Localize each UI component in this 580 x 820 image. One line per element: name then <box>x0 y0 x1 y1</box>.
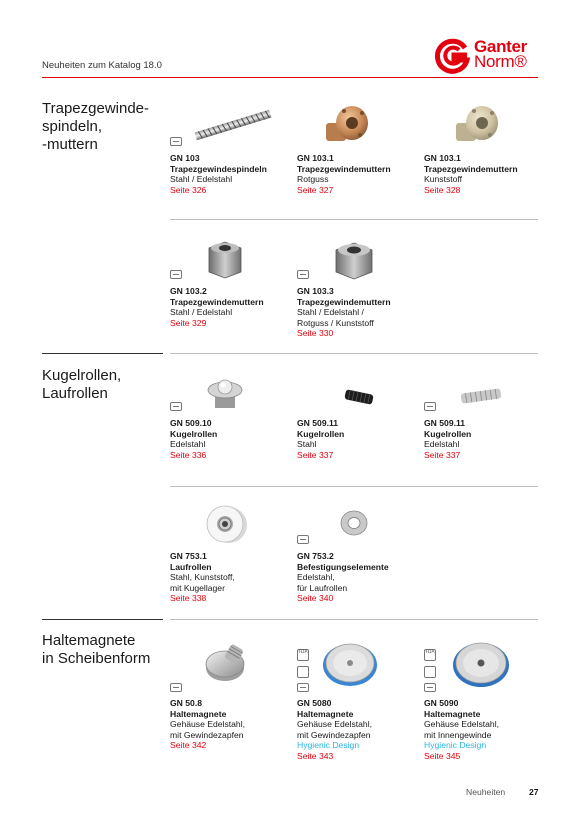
material-badge-icon <box>424 402 436 411</box>
section-divider <box>42 619 163 620</box>
plastic-flange-nut-image <box>452 103 500 147</box>
product-material: Stahl <box>297 439 317 449</box>
product-name: Trapezgewindemuttern <box>170 296 264 307</box>
product-material: Stahl, Kunststoff, mit Kugellager <box>170 572 235 593</box>
product-code: GN 103.3 <box>297 286 334 296</box>
product-material: Gehäuse Edelstahl, mit Gewindezapfen <box>297 719 373 740</box>
ball-transfer-stainless-image <box>459 385 503 407</box>
trapezoidal-spindle-image <box>192 108 274 142</box>
product-page-link[interactable]: Seite 329 <box>170 317 207 328</box>
product-name: Haltemagnete <box>297 708 354 719</box>
product-page-link[interactable]: Seite 330 <box>297 328 334 338</box>
product-page-link[interactable]: Seite 342 <box>170 740 207 750</box>
product-name: Kugelrollen <box>297 428 345 439</box>
product-page-link[interactable]: Seite 338 <box>170 593 207 603</box>
material-badge-icon <box>170 402 182 411</box>
hygienic-design-label: Hygienic Design <box>424 740 487 750</box>
row-divider <box>170 219 538 220</box>
product-material: Kunststoff <box>424 174 463 184</box>
product-item-gn753-1 <box>170 551 290 604</box>
product-item-gn509-10 <box>170 418 290 460</box>
product-code: GN 5080 <box>297 698 332 708</box>
water-drop-badge-icon <box>424 666 436 678</box>
product-name: Kugelrollen <box>170 428 218 439</box>
hygienic-design-label: Hygienic Design <box>297 740 360 750</box>
product-name: Haltemagnete <box>424 708 481 719</box>
product-code: GN 753.2 <box>297 551 334 561</box>
fda-badge-label: FDA <box>425 650 435 655</box>
product-page-link[interactable]: Seite 337 <box>297 449 334 460</box>
product-name: Trapezgewindemuttern <box>297 163 391 174</box>
product-item-gn103-2 <box>170 286 290 328</box>
row-divider <box>170 353 538 354</box>
product-material: Gehäuse Edelstahl, mit Innengewinde <box>424 719 500 740</box>
product-code: GN 103.1 <box>424 153 461 163</box>
product-material: Edelstahl <box>170 439 206 449</box>
product-code: GN 509.11 <box>297 418 339 428</box>
product-code: GN 103.2 <box>170 286 207 296</box>
ganter-logo-icon <box>434 38 470 74</box>
material-badge-icon <box>297 683 309 692</box>
product-code: GN 5090 <box>424 698 459 708</box>
product-name: Trapezgewindespindeln <box>170 163 267 174</box>
product-code: GN 50.8 <box>170 698 203 708</box>
product-name: Befestigungselemente <box>297 561 389 572</box>
fda-badge-icon <box>297 649 309 661</box>
material-badge-icon <box>170 137 182 146</box>
product-name: Haltemagnete <box>170 708 227 719</box>
product-item-gn103-1-rotguss <box>297 153 417 195</box>
product-page-link[interactable]: Seite 343 <box>297 750 334 761</box>
product-material: Rotguss <box>297 174 329 184</box>
product-item-gn509-11-stahl <box>297 418 417 460</box>
ball-transfer-unit-image <box>205 376 245 412</box>
product-code: GN 103 <box>170 153 200 163</box>
logo-text-ganter: Ganter <box>474 37 527 56</box>
row-divider <box>170 486 538 487</box>
page-number: 27 <box>529 787 539 797</box>
row-divider <box>170 619 538 620</box>
product-code: GN 509.10 <box>170 418 212 428</box>
product-item-gn5090 <box>424 698 544 761</box>
product-page-link[interactable]: Seite 340 <box>297 593 334 603</box>
product-code: GN 753.1 <box>170 551 207 561</box>
product-name: Trapezgewindemuttern <box>297 296 391 307</box>
material-badge-icon <box>297 270 309 279</box>
product-material: Stahl / Edelstahl <box>170 307 233 317</box>
product-item-gn50-8 <box>170 698 290 751</box>
product-material: Gehäuse Edelstahl, mit Gewindezapfen <box>170 719 246 740</box>
holding-magnet-stud-image <box>203 638 253 688</box>
product-page-link[interactable]: Seite 327 <box>297 184 334 195</box>
product-name: Kugelrollen <box>424 428 472 439</box>
product-item-gn103-3 <box>297 286 417 339</box>
ganter-norm-logo <box>434 38 544 74</box>
product-page-link[interactable]: Seite 326 <box>170 184 207 195</box>
section-divider <box>42 353 163 354</box>
material-badge-icon <box>424 683 436 692</box>
product-item-gn5080 <box>297 698 417 761</box>
section-title-haltemagnete: Haltemagnete in Scheibenform <box>42 632 151 667</box>
material-badge-icon <box>170 270 182 279</box>
water-drop-badge-icon <box>297 666 309 678</box>
product-page-link[interactable]: Seite 337 <box>424 449 461 460</box>
product-page-link[interactable]: Seite 345 <box>424 750 461 761</box>
header-rule <box>42 77 538 78</box>
product-item-gn753-2 <box>297 551 417 604</box>
hex-nut-mixed-image <box>332 238 376 282</box>
holding-magnet-hygienic-stud-image <box>320 638 380 688</box>
product-code: GN 103.1 <box>297 153 334 163</box>
hex-nut-steel-image <box>205 238 245 282</box>
holding-magnet-hygienic-thread-image <box>450 636 512 690</box>
product-item-gn509-11-edelstahl <box>424 418 544 460</box>
catalog-header-title: Neuheiten zum Katalog 18.0 <box>42 60 162 71</box>
product-page-link[interactable]: Seite 336 <box>170 449 207 460</box>
product-material: Edelstahl, für Laufrollen <box>297 572 348 593</box>
fda-badge-label: FDA <box>298 650 308 655</box>
mounting-washer-image <box>339 508 369 538</box>
material-badge-icon <box>297 535 309 544</box>
product-material: Edelstahl <box>424 439 460 449</box>
ball-transfer-black-image <box>343 386 375 408</box>
logo-text-norm: Norm® <box>474 52 527 71</box>
section-title-kugelrollen: Kugelrollen, Laufrollen <box>42 367 122 402</box>
product-material: Stahl / Edelstahl / Rotguss / Kunststoff <box>297 307 374 328</box>
footer-section-label: Neuheiten <box>466 787 506 797</box>
product-name: Laufrollen <box>170 561 212 572</box>
section-title-trapezgewinde: Trapezgewinde- spindeln, -muttern <box>42 100 149 153</box>
fda-badge-icon <box>424 649 436 661</box>
material-badge-icon <box>170 683 182 692</box>
product-name: Trapezgewindemuttern <box>424 163 518 174</box>
product-item-gn103 <box>170 153 290 195</box>
product-item-gn103-1-kunststoff <box>424 153 544 195</box>
product-code: GN 509.11 <box>424 418 466 428</box>
product-page-link[interactable]: Seite 328 <box>424 184 461 195</box>
bronze-flange-nut-image <box>322 103 370 147</box>
product-material: Stahl / Edelstahl <box>170 174 233 184</box>
track-roller-image <box>205 503 249 545</box>
